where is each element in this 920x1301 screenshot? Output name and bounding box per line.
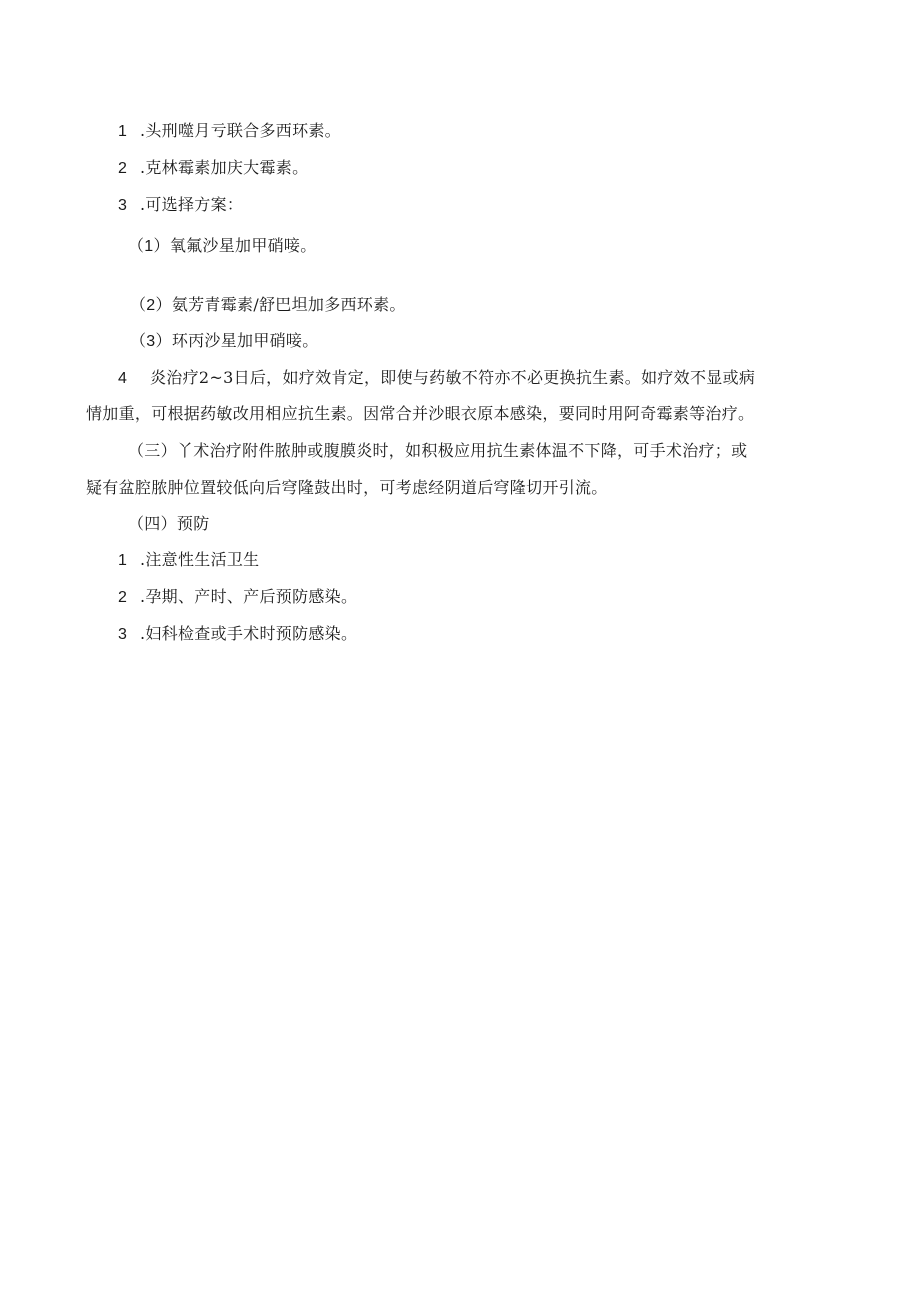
paragraph-line <box>128 441 747 461</box>
heading-text: （四）预防 <box>128 514 210 533</box>
item-text: 氨芳青霉素/舒巴坦加多西环素。 <box>171 295 406 314</box>
item-number: （2） <box>130 297 172 314</box>
item-text: .妇科检查或手术时预防感染。 <box>140 624 358 643</box>
paragraph-line <box>86 404 754 424</box>
item-number: （1） <box>128 238 170 255</box>
item-text: .头刑噬月亏联合多西环素。 <box>140 121 341 140</box>
item-text: .孕期、产时、产后预防感染。 <box>140 587 358 606</box>
list-item <box>118 550 260 571</box>
item-text: .注意性生活卫生 <box>140 550 260 569</box>
item-text: .可选择方案： <box>140 195 244 214</box>
paragraph-text: （三）丫术治疗附件脓肿或腹膜炎时，如积极应用抗生素体温不下降，可手术治疗；或 <box>128 441 748 460</box>
item-number: 1 <box>118 552 128 569</box>
list-item <box>118 121 341 142</box>
item-number: 2 <box>118 160 128 177</box>
item-number: 2 <box>118 589 128 606</box>
paragraph-line <box>86 478 608 498</box>
item-text: 环丙沙星加甲硝唼。 <box>171 331 319 350</box>
item-number: （3） <box>130 333 172 350</box>
list-item <box>118 195 243 216</box>
list-item <box>128 236 317 257</box>
paragraph-text: 情加重，可根据药敏改用相应抗生素。因常合并沙眼衣原本感染，要同时用阿奇霉素等治疗。 <box>86 404 755 423</box>
list-item <box>130 295 406 316</box>
item-number: 3 <box>118 626 128 643</box>
list-item <box>118 587 357 608</box>
item-number: 1 <box>118 123 128 140</box>
list-item <box>118 158 308 179</box>
list-item <box>118 624 357 645</box>
item-number: 4 <box>118 370 128 387</box>
item-text: .克林霉素加庆大霉素。 <box>140 158 309 177</box>
paragraph-text: 炎治疗2~3日后，如疗效肯定，即使与药敏不符亦不必更换抗生素。如疗效不显或病 <box>150 368 756 387</box>
paragraph-text: 疑有盆腔脓肿位置较低向后穹隆鼓出时，可考虑经阴道后穹隆切开引流。 <box>86 478 608 497</box>
paragraph-line <box>118 368 755 389</box>
section-heading <box>128 514 210 534</box>
item-number: 3 <box>118 197 128 214</box>
list-item <box>130 331 319 352</box>
item-text: 氧氟沙星加甲硝唼。 <box>169 236 317 255</box>
